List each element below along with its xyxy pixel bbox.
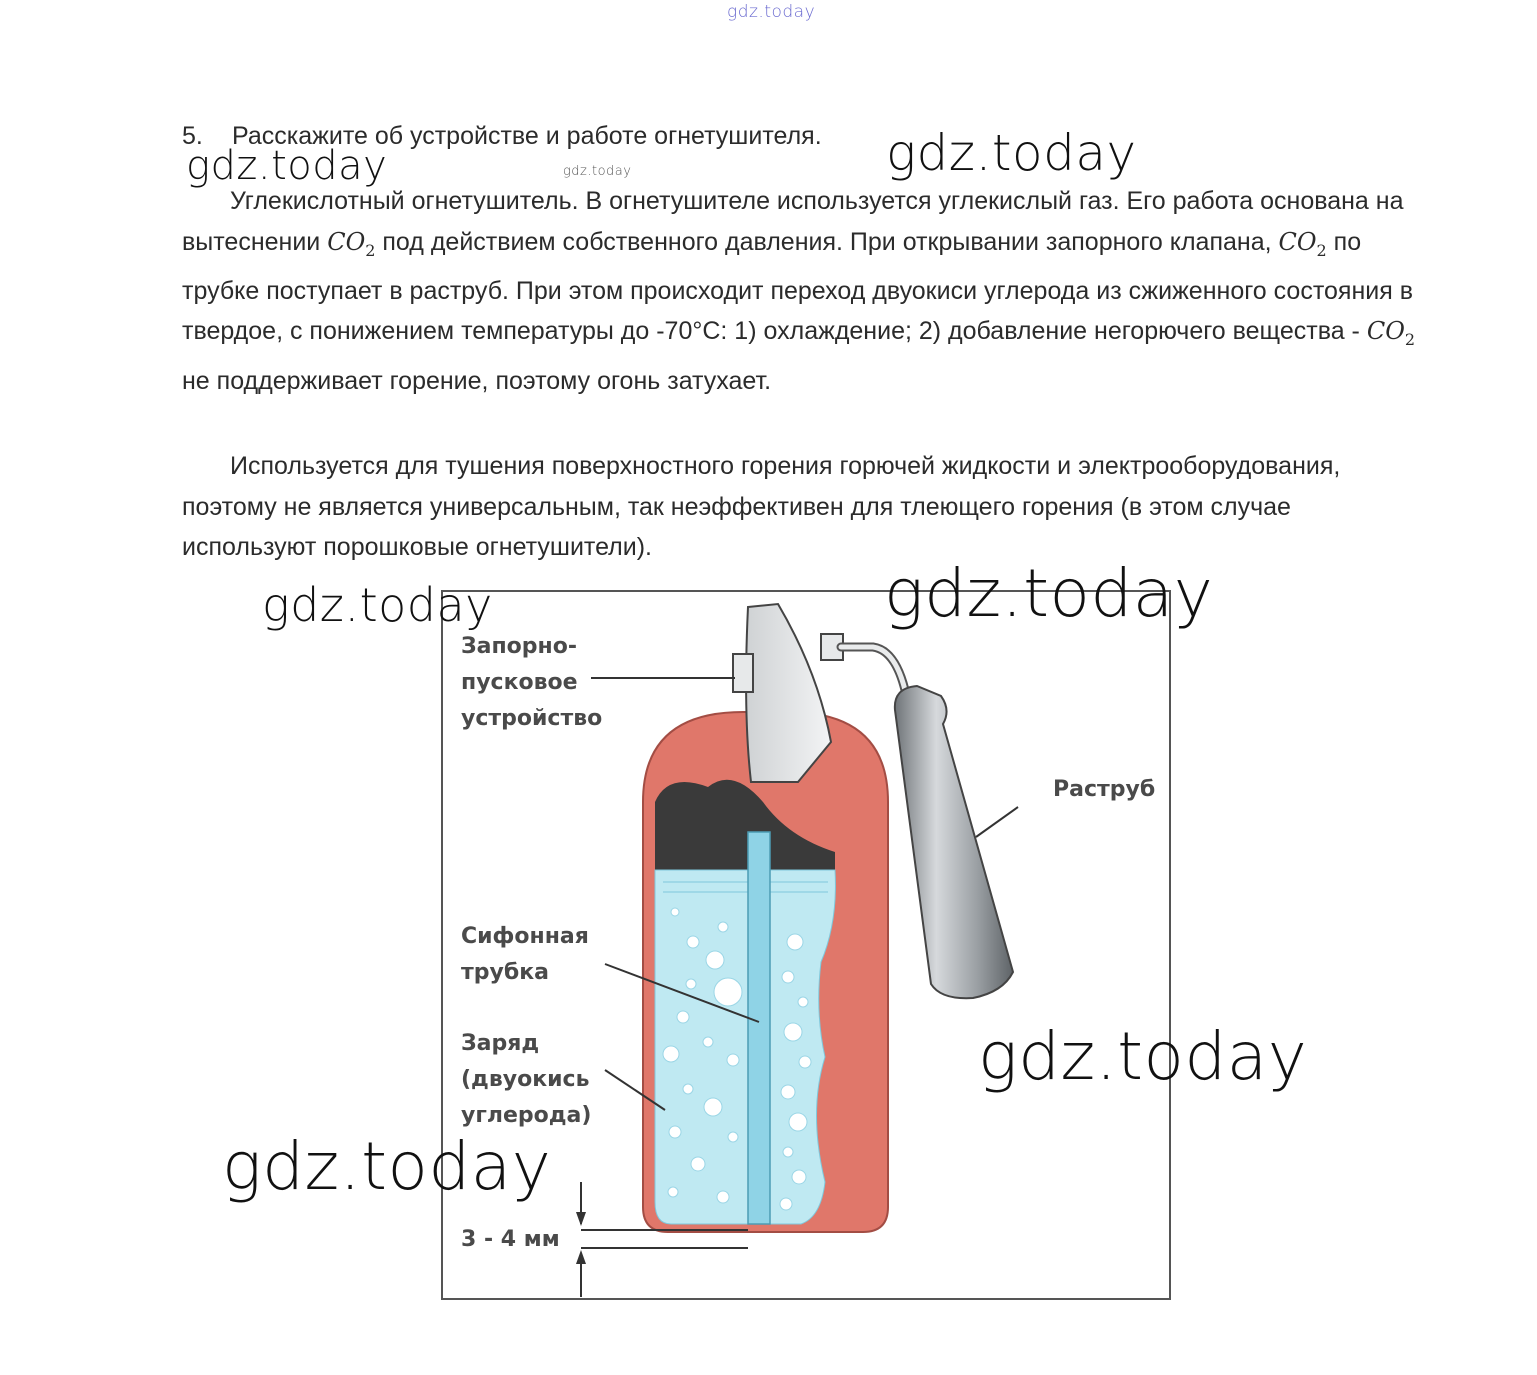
watermark-tiny: gdz.today <box>563 164 632 179</box>
label-valve: Запорно- пусковое устройство <box>461 634 603 731</box>
watermark-left-2: gdz.today <box>262 578 493 632</box>
horn <box>895 686 1013 998</box>
watermark-left-1: gdz.today <box>186 143 388 189</box>
formula-co2: $CO_2$ <box>1366 317 1416 350</box>
answer-p1-part-d: не поддерживает горение, поэтому огонь затухает. <box>182 366 772 395</box>
formula-co2: $CO_2$ <box>1278 227 1327 260</box>
answer-paragraph-2 <box>182 446 1432 568</box>
valve-head <box>746 604 831 782</box>
watermark-right-2: gdz.today <box>884 555 1214 632</box>
question-text: Расскажите об устройстве и работе огнетушителя. <box>232 122 822 150</box>
label-siphon: Сифонная трубка <box>461 924 589 985</box>
question-number: 5. <box>182 122 203 150</box>
answer-p1-part-a: Углекислотный огнетушитель. В огнетушителе используется углекислый газ. Его работа основана на вытеснении <box>182 187 1404 256</box>
label-charge: Заряд (двуокись углерода) <box>461 1031 592 1128</box>
watermark-right-1: gdz.today <box>886 124 1137 182</box>
liquid-charge <box>655 870 835 1224</box>
watermark-right-3: gdz.today <box>978 1018 1308 1095</box>
siphon-tube <box>748 832 770 1224</box>
answer-p2-text: Используется для тушения поверхностного горения горючей жидкости и электрооборудования, поэтому не является универсальным, так неэффективен для тлеющего горения (в этом случае используют порошковые огнетушители). <box>182 452 1341 561</box>
watermark-left-3: gdz.today <box>222 1128 552 1205</box>
answer-p1-part-c: по трубке поступает в раструб. При этом происходит переход двуокиси углерода из сжиженного состояния в твердое, с понижением температуры до -70°С: 1) охлаждение; 2) добавление негорючего вещества - <box>182 227 1413 346</box>
label-gap: 3 - 4 мм <box>461 1227 560 1252</box>
answer-paragraph-1 <box>182 181 1432 401</box>
answer-p1-part-b: под действием собственного давления. При открывании запорного клапана, <box>375 227 1279 256</box>
watermark-top: gdz.today <box>727 2 816 22</box>
label-horn: Раструб <box>1053 777 1156 802</box>
formula-co2: $CO_2$ <box>327 227 376 260</box>
